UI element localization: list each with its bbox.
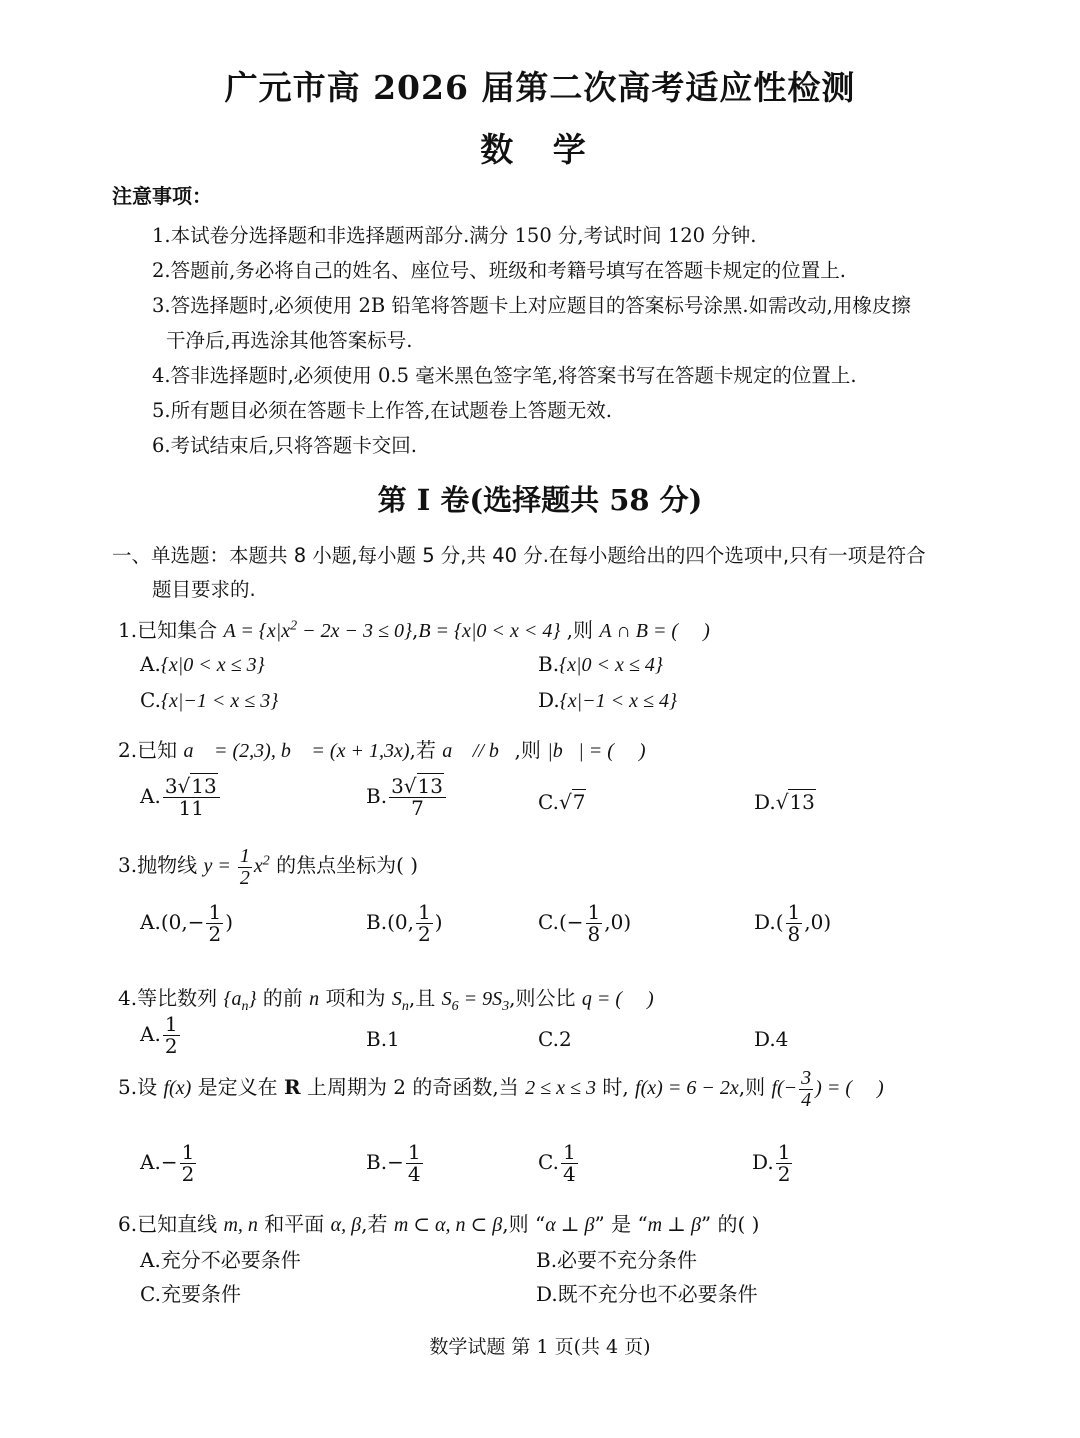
- q4-text: 项和为: [319, 986, 392, 1010]
- question-4-stem: [118, 982, 654, 1015]
- q2-text: ,则: [514, 738, 548, 762]
- q5-text: 时,: [595, 1075, 636, 1100]
- q1-option-a[interactable]: A.{x|0 < x ≤ 3}: [140, 652, 265, 676]
- q2-option-b[interactable]: [366, 776, 448, 819]
- q5-expression: f(− $\frac{3}{4}$ ) = ( ): [771, 1067, 884, 1111]
- option-label: A.: [140, 652, 161, 676]
- q5-text: 是定义在: [191, 1075, 284, 1100]
- option-label: B.: [366, 910, 388, 934]
- notice-item: 3.答选择题时,必须使用 2B 铅笔将答题卡上对应题目的答案标号涂黑.如需改动,用橡皮擦: [152, 294, 911, 317]
- q2-vectors: a⃗ = (2,3), b⃗ = (x + 1,3x): [183, 740, 410, 762]
- notice-item: 干净后,再选涂其他答案标号.: [166, 329, 413, 352]
- q5-text: 上周期为 2 的奇函数,当: [300, 1075, 526, 1100]
- q4-text: 4.等比数列: [118, 986, 224, 1010]
- exam-title: 广元市高 2026 届第二次高考适应性检测: [224, 68, 856, 107]
- fraction: $\frac{1}{4}$: [562, 1140, 576, 1186]
- subject-title: 数 学: [480, 130, 600, 169]
- question-6-stem: [118, 1208, 759, 1237]
- notice-item: 4.答非选择题时,必须使用 0.5 毫米黑色签字笔,将答案书写在答题卡规定的位置上.: [152, 364, 857, 387]
- q1-set-b: B = {x|0 < x < 4}: [418, 620, 561, 642]
- q2-option-c[interactable]: C.√7: [538, 790, 586, 814]
- option-label: A.: [140, 784, 161, 808]
- q6-text: ” 是 “: [594, 1212, 648, 1236]
- q6-text: ,则 “: [502, 1212, 546, 1236]
- option-label: B.: [538, 652, 560, 676]
- option-label: B.: [366, 1150, 388, 1174]
- question-3-stem: [118, 846, 418, 889]
- q6-option-a[interactable]: A.充分不必要条件: [140, 1248, 301, 1272]
- option-label: C.: [538, 790, 559, 814]
- question-1-stem: [118, 614, 710, 643]
- q6-text: ,若: [361, 1212, 394, 1236]
- section-description: 题目要求的.: [152, 578, 256, 601]
- fraction: $\frac{1}{8}$: [587, 900, 601, 946]
- q3-option-d[interactable]: D.( $\frac{1}{8}$ ,0): [754, 900, 832, 946]
- q4-text: ,则公比: [509, 986, 582, 1010]
- fraction: $\frac{1}{2}$: [181, 1140, 195, 1186]
- q5-text: ,则: [738, 1075, 772, 1100]
- q1-text: ,: [411, 618, 419, 642]
- q6-option-c[interactable]: C.充要条件: [140, 1282, 241, 1306]
- q1-option-c[interactable]: C.{x|−1 < x ≤ 3}: [140, 688, 279, 712]
- fraction: $\frac{3√13}{7}$: [389, 776, 446, 819]
- q5-option-b[interactable]: B.− $\frac{1}{4}$: [366, 1140, 421, 1186]
- q1-option-b[interactable]: B.{x|0 < x ≤ 4}: [538, 652, 663, 676]
- option-label: B.: [366, 784, 388, 808]
- question-2-stem: [118, 734, 646, 763]
- option-label: C.: [538, 1150, 559, 1174]
- section-description: 一、单选题：本题共 8 小题,每小题 5 分,共 40 分.在每小题给出的四个选项中,只有一项是符合: [112, 544, 926, 567]
- q3-equation: y = $\frac{1}{2}$ $x^2$: [203, 845, 270, 889]
- q6-text: 和平面: [257, 1212, 331, 1236]
- q6-p: α ⊥ β: [545, 1214, 595, 1236]
- fraction: $\frac{1}{2}$: [164, 1012, 178, 1058]
- q6-lines: m, n: [223, 1214, 258, 1236]
- q3-option-a[interactable]: A.(0,− $\frac{1}{2}$ ): [140, 900, 234, 946]
- q4-n: n: [309, 988, 320, 1010]
- q2-expression: |b⃗| = ( ): [547, 740, 646, 762]
- option-label: C.: [140, 688, 161, 712]
- q6-text: 6.已知直线: [118, 1212, 224, 1236]
- q2-parallel: a⃗ // b⃗: [442, 740, 515, 762]
- q3-option-b[interactable]: B.(0, $\frac{1}{2}$ ): [366, 900, 443, 946]
- q5-text: 5.设: [118, 1075, 164, 1100]
- q4-text: ,且: [408, 986, 442, 1010]
- page-footer: 数学试题 第 1 页(共 4 页): [429, 1336, 651, 1358]
- option-label: C.: [538, 910, 559, 934]
- fraction: $\frac{1}{8}$: [787, 900, 801, 946]
- q5-reals: R: [283, 1075, 301, 1100]
- q6-text: ” 的( ): [700, 1212, 760, 1236]
- fraction: $\frac{1}{2}$: [208, 900, 222, 946]
- notice-item: 5.所有题目必须在答题卡上作答,在试题卷上答题无效.: [152, 399, 613, 422]
- option-label: A.: [140, 1150, 161, 1174]
- q4-option-d[interactable]: D.4: [754, 1027, 789, 1051]
- q2-text: 2.已知: [118, 738, 184, 762]
- q4-option-a[interactable]: [140, 1014, 182, 1057]
- q3-option-c[interactable]: C.(− $\frac{1}{8}$ ,0): [538, 900, 632, 946]
- q5-option-c[interactable]: [538, 1142, 580, 1185]
- q5-function: f(x): [163, 1077, 192, 1100]
- q1-option-d[interactable]: D.{x|−1 < x ≤ 4}: [538, 688, 677, 712]
- notice-item: 6.考试结束后,只将答题卡交回.: [152, 434, 418, 457]
- q2-option-a[interactable]: [140, 776, 222, 819]
- section-heading: 第 I 卷(选择题共 58 分): [377, 483, 703, 517]
- q6-condition: m ⊂ α, n ⊂ β: [393, 1214, 503, 1236]
- notice-heading: 注意事项：: [112, 184, 212, 208]
- q2-option-d[interactable]: D.√13: [754, 790, 815, 814]
- option-label: D.: [538, 688, 560, 712]
- option-label: A.: [140, 910, 161, 934]
- q1-text: ,则: [560, 618, 600, 642]
- q1-text: 1.已知集合: [118, 618, 224, 642]
- q4-sequence: $\{a_n\}$: [223, 988, 257, 1014]
- q4-sum: $S_n$: [391, 988, 409, 1014]
- fraction: $\frac{1}{2}$: [777, 1140, 791, 1186]
- option-label: A.: [140, 1022, 161, 1046]
- q3-text: 的焦点坐标为( ): [269, 853, 419, 878]
- question-5-stem: [118, 1068, 884, 1111]
- option-label: D.: [754, 910, 776, 934]
- option-label: D.: [752, 1150, 774, 1174]
- q4-expression: q = ( ): [581, 988, 654, 1010]
- q4-option-b[interactable]: B.1: [366, 1027, 400, 1051]
- q4-condition: $S_6 = 9S_3$: [441, 988, 510, 1014]
- q5-option-d[interactable]: [752, 1142, 794, 1185]
- q1-expression: A ∩ B = ( ): [599, 620, 710, 642]
- fraction: $\frac{1}{4}$: [407, 1140, 421, 1186]
- q6-q: m ⊥ β: [647, 1214, 701, 1236]
- q4-option-c[interactable]: C.2: [538, 1027, 572, 1051]
- q5-definition: f(x) = 6 − 2x: [635, 1077, 739, 1100]
- q1-set-a: $A = \{x|x^2 - 2x - 3 \le 0\}$: [223, 618, 412, 642]
- fraction: $\frac{3√13}{11}$: [163, 776, 220, 819]
- q6-option-d[interactable]: D.既不充分也不必要条件: [536, 1282, 758, 1306]
- notice-item: 1.本试卷分选择题和非选择题两部分.满分 150 分,考试时间 120 分钟.: [152, 224, 757, 247]
- fraction: $\frac{1}{2}$: [417, 900, 431, 946]
- option-label: D.: [754, 790, 776, 814]
- q2-text: ,若: [409, 738, 443, 762]
- notice-item: 2.答题前,务必将自己的姓名、座位号、班级和考籍号填写在答题卡规定的位置上.: [152, 259, 847, 282]
- q5-interval: 2 ≤ x ≤ 3: [525, 1077, 596, 1100]
- q5-option-a[interactable]: A.− $\frac{1}{2}$: [140, 1140, 195, 1186]
- q6-option-b[interactable]: B.必要不充分条件: [536, 1248, 698, 1272]
- q6-planes: α, β: [330, 1214, 362, 1236]
- q4-text: 的前: [256, 986, 310, 1010]
- q3-text: 3.抛物线: [118, 853, 204, 878]
